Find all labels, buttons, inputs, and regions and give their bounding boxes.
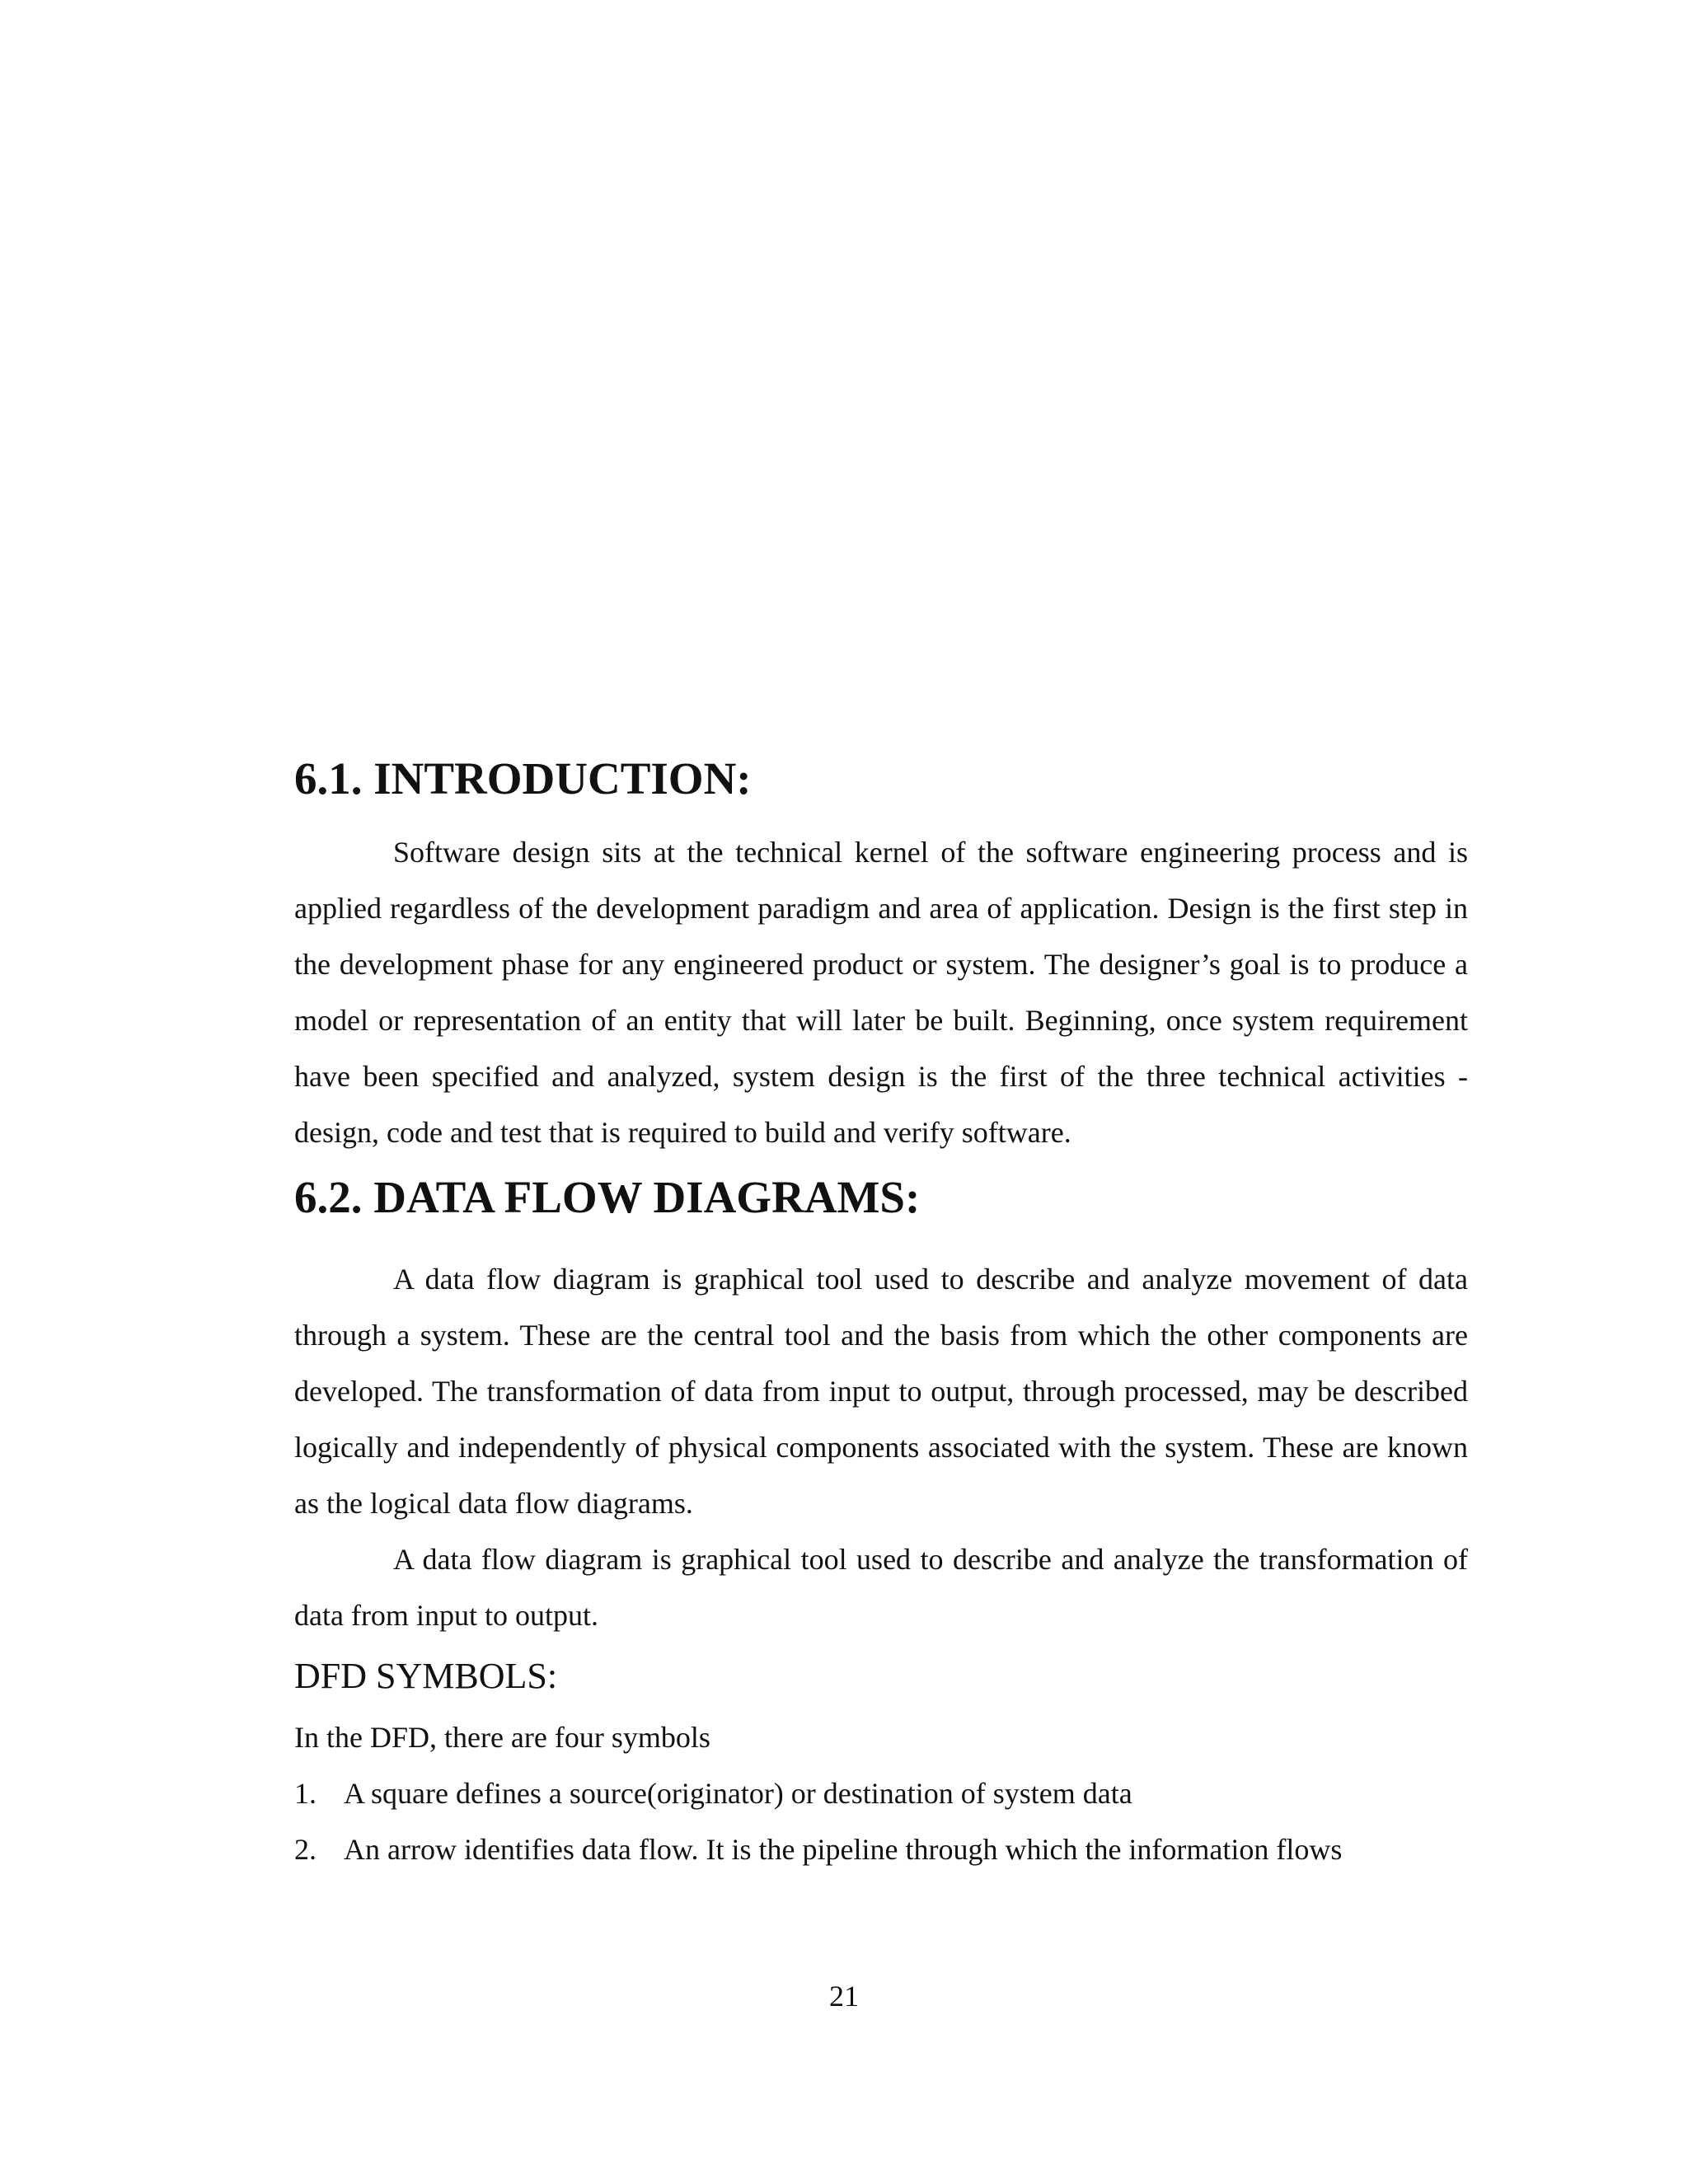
list-item-number: 2. bbox=[294, 1833, 316, 1866]
introduction-paragraph: Software design sits at the technical kernel of the software engineering process and is applied regardless of the development paradigm and area of application. Design is the first step in the development phase for any engineered product or system. The designer’s goal is to produce a model or representation of an entity that will later be built. Beginning, once system requirement have been specified and analyzed, system design is the first of the three technical activities -design, code and test that is required to build and verify software. bbox=[294, 836, 1468, 1149]
list-item bbox=[294, 1821, 1468, 1877]
list-item-text: An arrow identifies data flow. It is the pipeline through which the information flows bbox=[344, 1833, 1343, 1866]
dfd-symbols-list bbox=[294, 1765, 1468, 1877]
list-item-number: 1. bbox=[294, 1777, 316, 1810]
section-heading-data-flow-diagrams: 6.2. DATA FLOW DIAGRAMS: bbox=[294, 1172, 921, 1222]
section-heading-introduction: 6.1. INTRODUCTION: bbox=[294, 753, 752, 804]
page-content bbox=[294, 742, 1468, 1877]
dfd-paragraph-2: A data flow diagram is graphical tool used to describe and analyze the transformation of data from input to output. bbox=[294, 1543, 1468, 1632]
dfd-symbols-intro: In the DFD, there are four symbols bbox=[294, 1721, 710, 1754]
page-number: 21 bbox=[829, 1980, 859, 2013]
dfd-paragraph-1: A data flow diagram is graphical tool used to describe and analyze movement of data through a system. These are the central tool and the basis from which the other components are developed. The transformation of data from input to output, through processed, may be described logically and independently of physical components associated with the system. These are known as the logical data flow diagrams. bbox=[294, 1263, 1468, 1520]
list-item-text: A square defines a source(originator) or destination of system data bbox=[344, 1777, 1132, 1810]
list-item bbox=[294, 1765, 1468, 1821]
dfd-symbols-title: DFD SYMBOLS: bbox=[294, 1656, 558, 1696]
